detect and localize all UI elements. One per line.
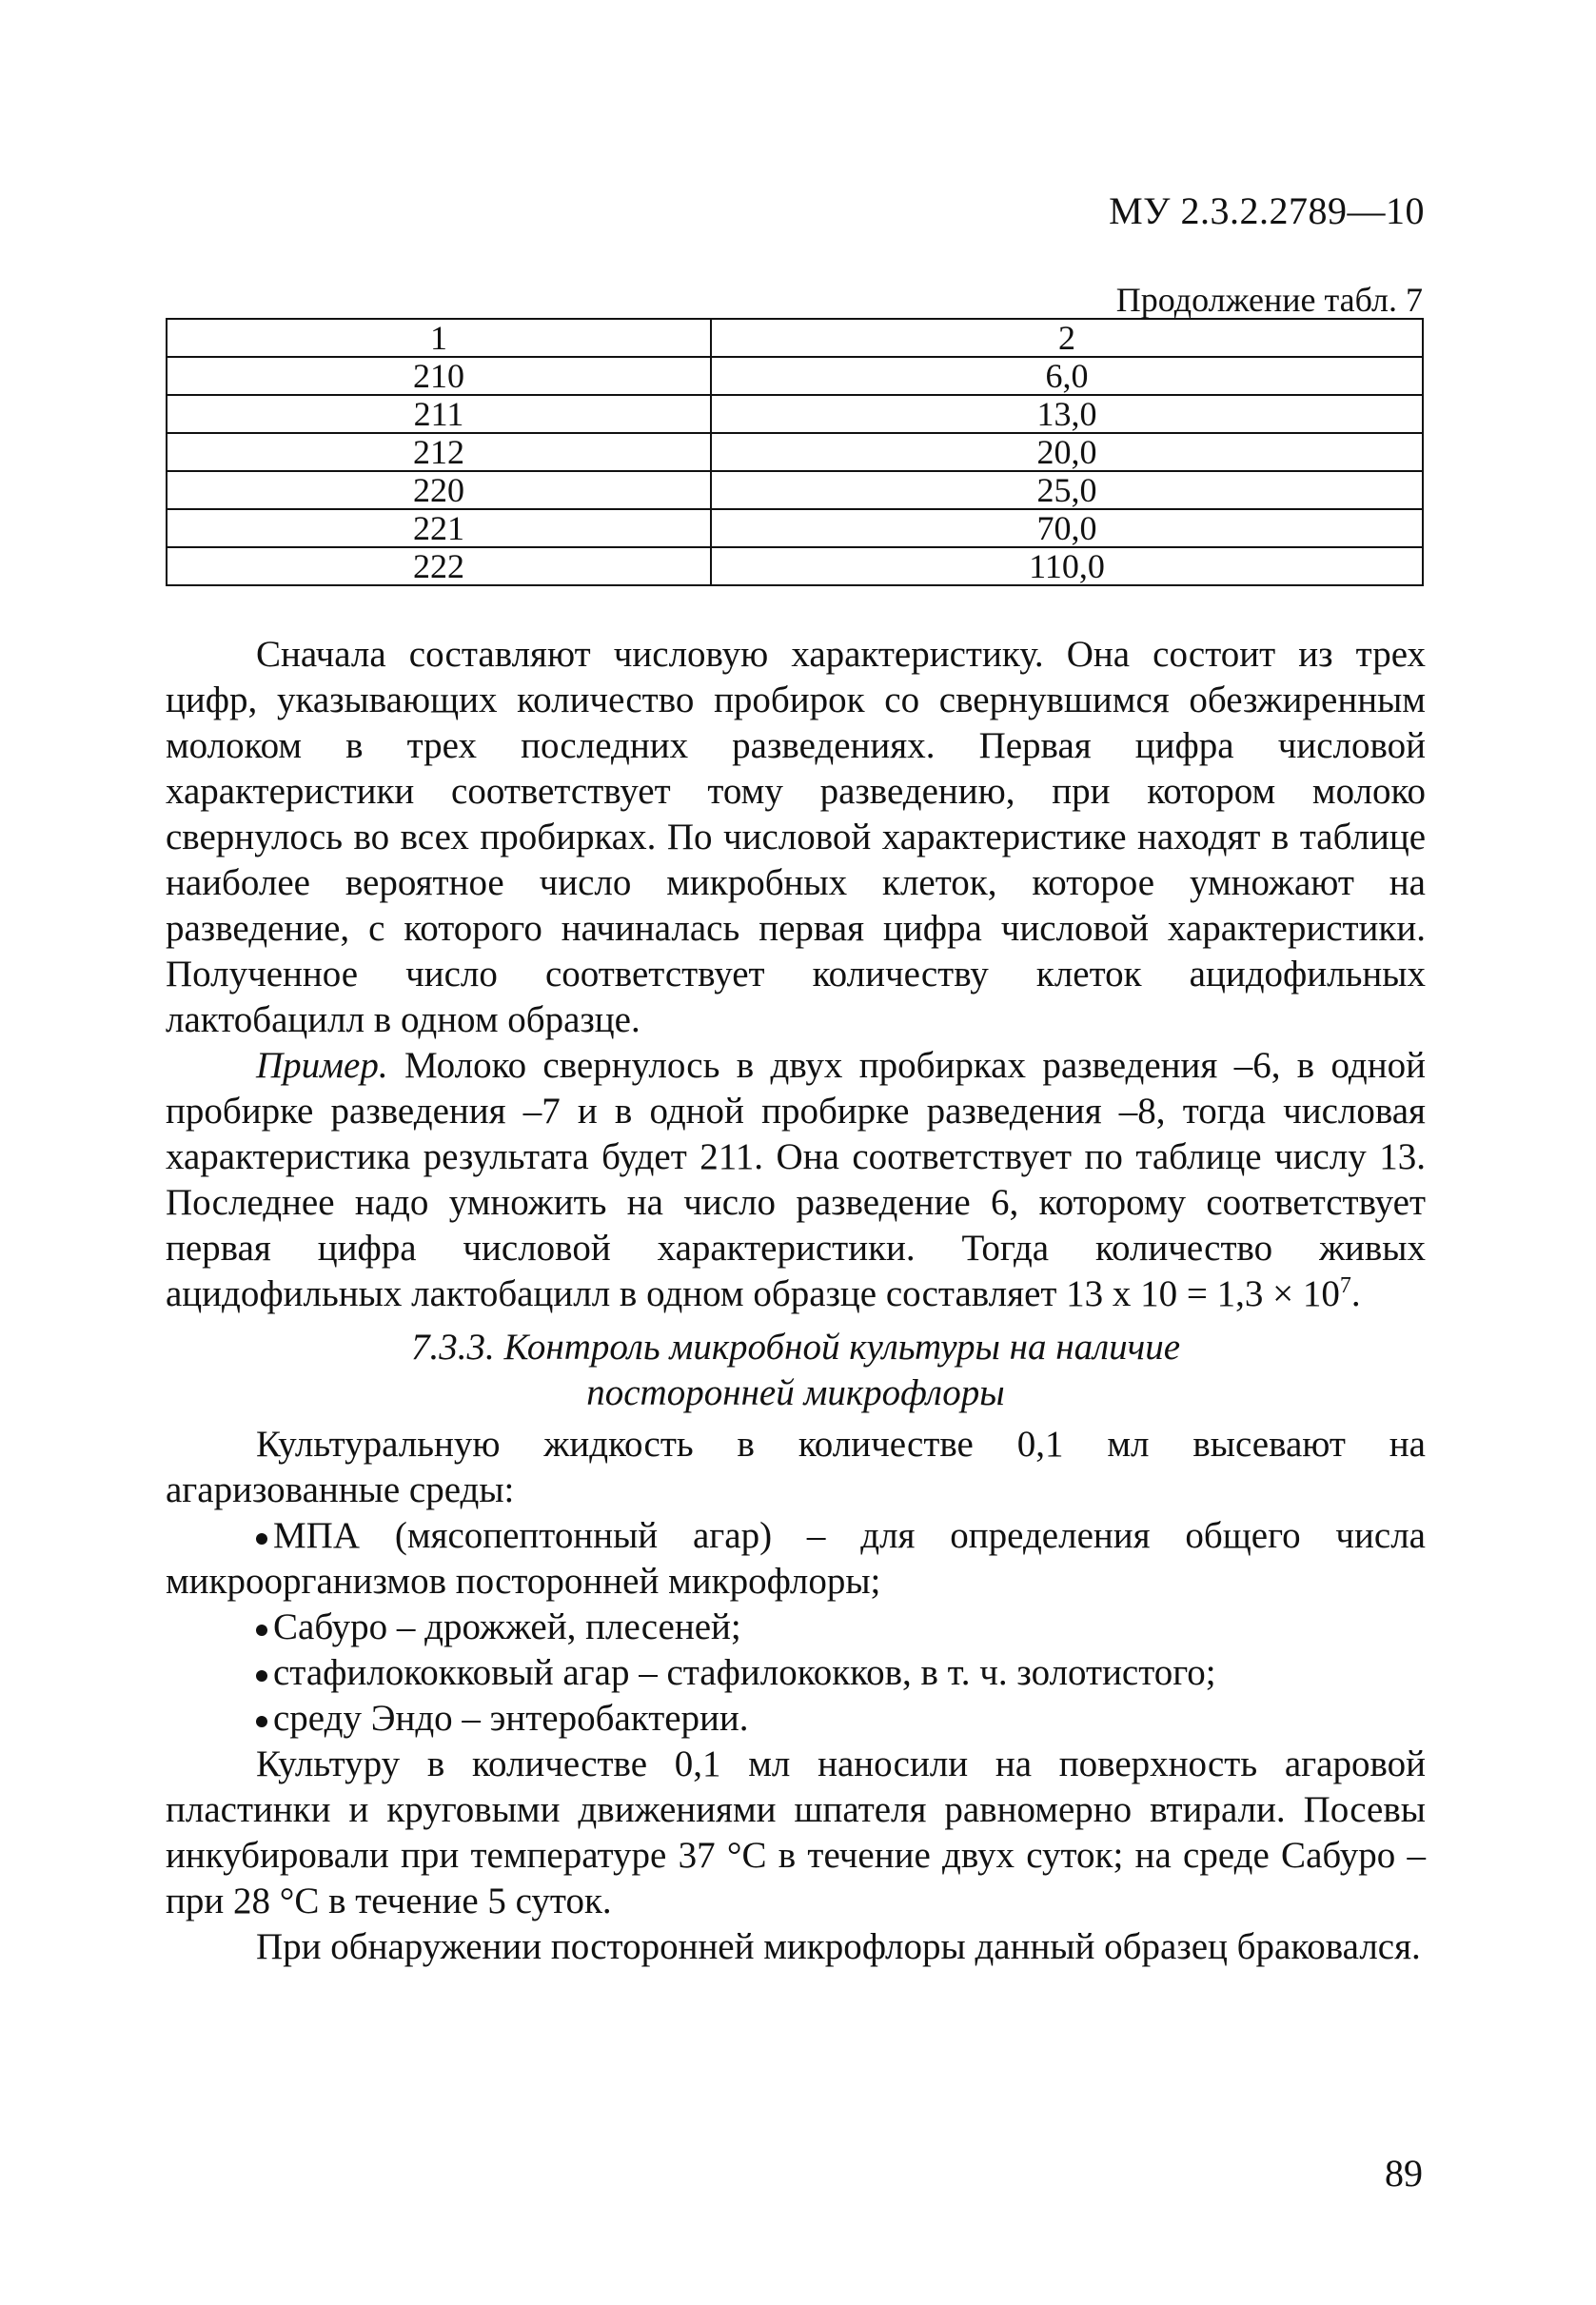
bullet-item (166, 1650, 1426, 1696)
table-cell: 211 (167, 395, 711, 433)
example-exponent: 7 (1339, 1273, 1351, 1298)
bullet-text: среду Эндо – энтеробактерии. (273, 1698, 749, 1739)
table-row (167, 433, 1423, 471)
table-cell: 20,0 (711, 433, 1423, 471)
bullet-dot-icon (256, 1716, 267, 1727)
table-cell: 221 (167, 509, 711, 547)
table-header-cell: 2 (711, 319, 1423, 357)
body-text (166, 632, 1426, 1970)
example-end: . (1350, 1273, 1361, 1314)
paragraph-inoculation: Культуру в количестве 0,1 мл наносили на поверхность агаровой пластинки и круговыми движениями шпателя равномерно втирали. Посевы инкубировали при температуре 37 °С в течение двух суток; на среде Сабуро – при 28 °С в течение 5 суток. (166, 1744, 1426, 1921)
section-title (166, 1325, 1426, 1416)
bullet-item (166, 1605, 1426, 1650)
table-cell: 222 (167, 547, 711, 585)
table-row (167, 547, 1423, 585)
table-header-row (167, 319, 1423, 357)
table-caption: Продолжение табл. 7 (1115, 281, 1423, 319)
bullet-item (166, 1696, 1426, 1742)
section-title-line-2: посторонней микрофлоры (586, 1372, 1005, 1413)
data-table (166, 318, 1424, 586)
section-title-line-1: 7.3.3. Контроль микробной культуры на наличие (410, 1327, 1181, 1368)
paragraph-culture-liquid: Культуральную жидкость в количестве 0,1 мл высевают на агаризованные среды: (166, 1424, 1426, 1510)
table-cell: 25,0 (711, 471, 1423, 509)
example-label: Пример. (256, 1045, 388, 1086)
bullet-dot-icon (256, 1533, 267, 1545)
paragraph-example (166, 1043, 1426, 1317)
bullet-text: МПА (мясопептонный агар) – для определения общего числа микроорганизмов посторонней микрофлоры; (166, 1515, 1426, 1602)
bullet-text: стафилококковый агар – стафилококков, в т. ч. золотистого; (273, 1652, 1216, 1693)
table-cell: 13,0 (711, 395, 1423, 433)
bullet-dot-icon (256, 1625, 267, 1636)
table-row (167, 471, 1423, 509)
table-row (167, 509, 1423, 547)
paragraph-numeric-characteristic: Сначала составляют числовую характеристику. Она состоит из трех цифр, указывающих количество пробирок со свернувшимся обезжиренным молоком в трех последних разведениях. Первая цифра числовой характеристики соответствует тому разведению, при котором молоко свернулось во всех пробирках. По числовой характеристике находят в таблице наиболее вероятное число микробных клеток, которое умножают на разведение, с которого начиналась первая цифра числовой характеристики. Полученное число соответствует количеству клеток ацидофильных лактобацилл в одном образце. (166, 634, 1426, 1040)
document-code: МУ 2.3.2.2789—10 (1109, 189, 1425, 232)
bullet-dot-icon (256, 1670, 267, 1682)
page-number: 89 (1385, 2152, 1423, 2195)
table-cell: 220 (167, 471, 711, 509)
table-header-cell: 1 (167, 319, 711, 357)
table-row (167, 357, 1423, 395)
paragraph-rejection: При обнаружении посторонней микрофлоры данный образец браковался. (256, 1926, 1421, 1967)
bullet-item (166, 1513, 1426, 1605)
table-cell: 110,0 (711, 547, 1423, 585)
table-cell: 210 (167, 357, 711, 395)
table-cell: 212 (167, 433, 711, 471)
table-cell: 6,0 (711, 357, 1423, 395)
example-text: Молоко свернулось в двух пробирках разведения –6, в одной пробирке разведения –7 и в одной пробирке разведения –8, тогда числовая характеристика результата будет 211. Она соответствует по таблице числу 13. Последнее надо умножить на число разведение 6, которому соответствует первая цифра числовой характеристики. Тогда количество живых ацидофильных лактобацилл в одном образце составляет 13 x 10 = 1,3 × 10 (166, 1045, 1426, 1314)
table-cell: 70,0 (711, 509, 1423, 547)
table-row (167, 395, 1423, 433)
bullet-text: Сабуро – дрожжей, плесеней; (273, 1606, 741, 1647)
